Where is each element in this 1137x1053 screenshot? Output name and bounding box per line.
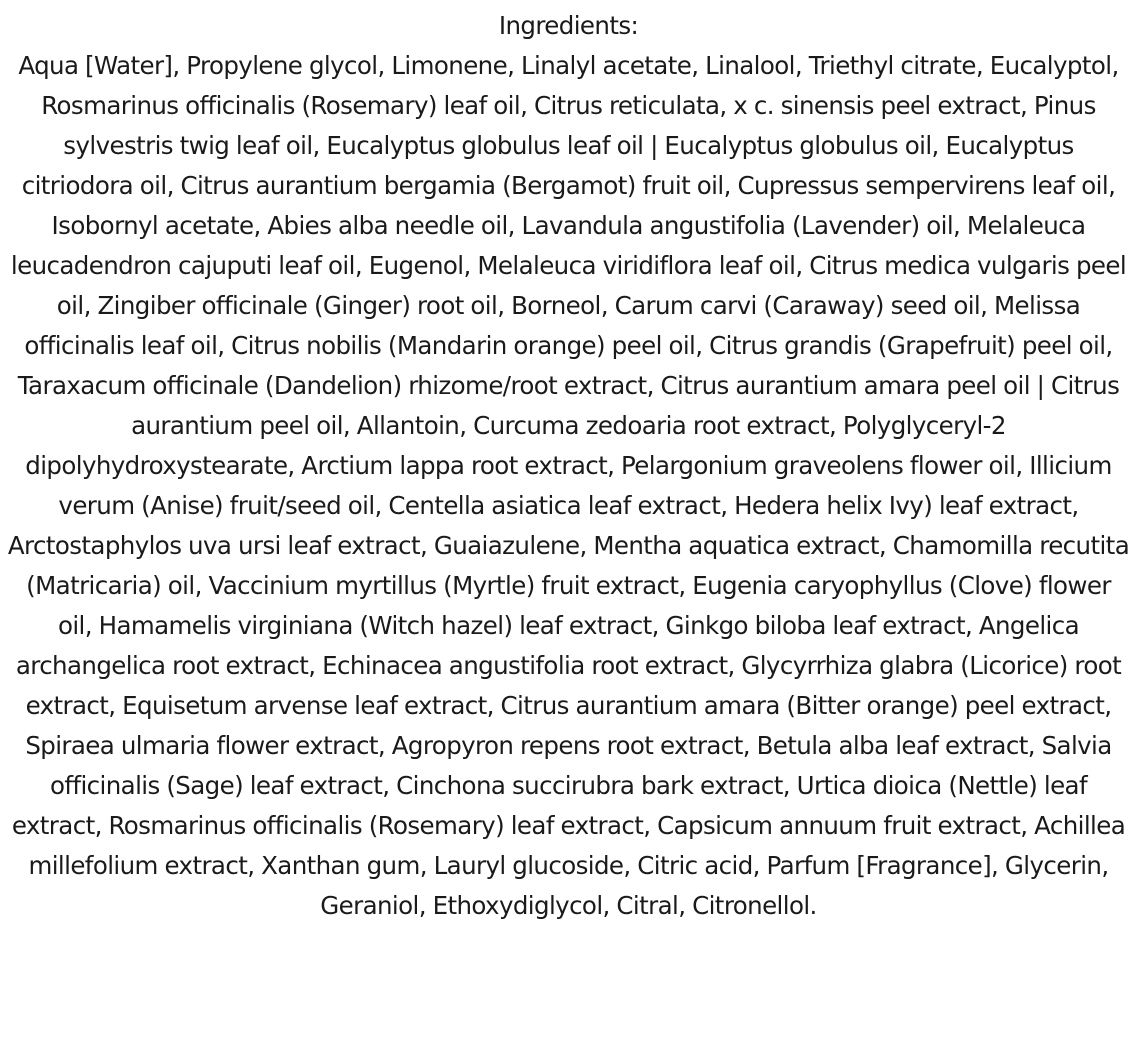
ingredients-heading: Ingredients: (498, 11, 639, 40)
ingredients-list-text: Aqua [Water], Propylene glycol, Limonene, Linalyl acetate, Linalool, Triethyl citrate, Eucalyptol, Rosmarinus officinalis (Rosemary) leaf oil, Citrus reticulata, x c. sinensis peel extract, Pinus sylvestris twig leaf oil, Eucalyptus globulus leaf oil | Eucalyptus globulus oil, Eucalyptus citriodora oil, Citrus aurantium bergamia (Bergamot) fruit oil, Cupressus sempervirens leaf oil, Isobornyl acetate, Abies alba needle oil, Lavandula angustifolia (Lavender) oil, Melaleuca leucadendron cajuputi leaf oil, Eugenol, Melaleuca viridiflora leaf oil, Citrus medica vulgaris peel oil, Zingiber officinale (Ginger) root oil, Borneol, Carum carvi (Caraway) seed oil, Melissa officinalis leaf oil, Citrus nobilis (Mandarin orange) peel oil, Citrus grandis (Grapefruit) peel oil, Taraxacum officinale (Dandelion) rhizome/root extract, Citrus aurantium amara peel oil | Citrus aurantium peel oil, Allantoin, Curcuma zedoaria root extract, Polyglyceryl-2 dipolyhydroxystearate, Arctium lappa root extract, Pelargonium graveolens flower oil, Illicium verum (Anise) fruit/seed oil, Centella asiatica leaf extract, Hedera helix Ivy) leaf extract, Arctostaphylos uva ursi leaf extract, Guaiazulene, Mentha aquatica extract, Chamomilla recutita (Matricaria) oil, Vaccinium myrtillus (Myrtle) fruit extract, Eugenia caryophyllus (Clove) flower oil, Hamamelis virginiana (Witch hazel) leaf extract, Ginkgo biloba leaf extract, Angelica archangelica root extract, Echinacea angustifolia root extract, Glycyrrhiza glabra (Licorice) root extract, Equisetum arvense leaf extract, Citrus aurantium amara (Bitter orange) peel extract, Spiraea ulmaria flower extract, Agropyron repens root extract, Betula alba leaf extract, Salvia officinalis (Sage) leaf extract, Cinchona succirubra bark extract, Urtica dioica (Nettle) leaf extract, Rosmarinus officinalis (Rosemary) leaf extract, Capsicum annuum fruit extract, Achillea millefolium extract, Xanthan gum, Lauryl glucoside, Citric acid, Parfum [Fragrance], Glycerin, Geraniol, Ethoxydiglycol, Citral, Citronellol. (7, 51, 1130, 920)
